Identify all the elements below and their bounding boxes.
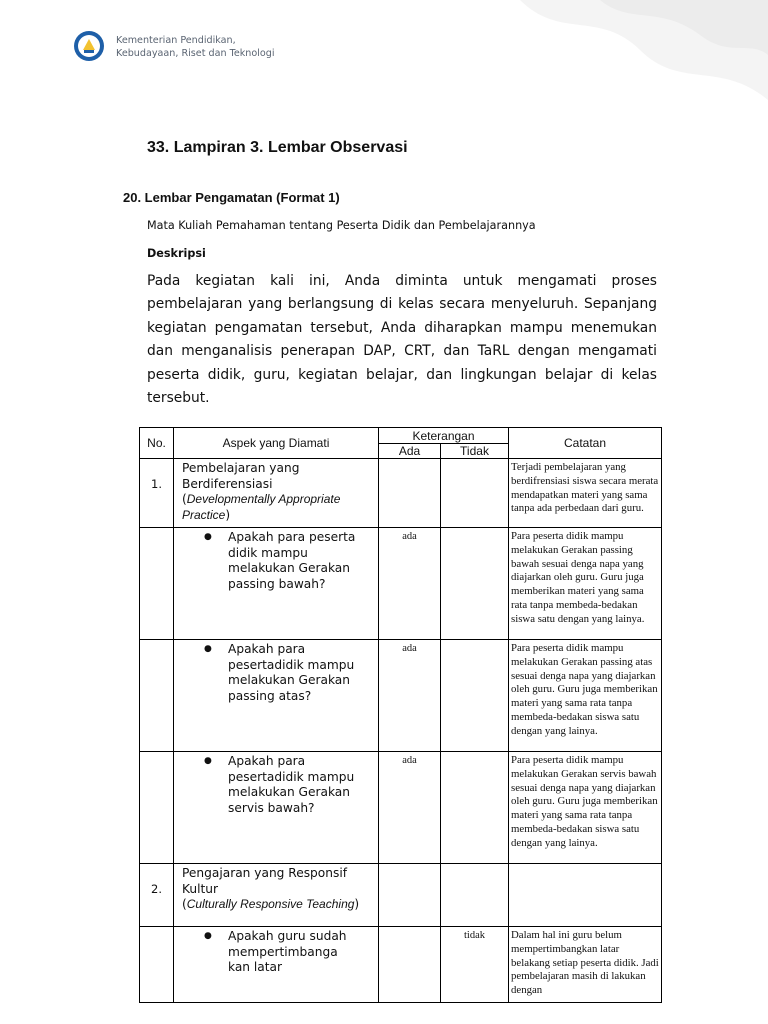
ada-cell <box>379 459 441 528</box>
section-title: 33. Lampiran 3. Lembar Observasi <box>147 139 408 156</box>
row-number <box>140 927 174 1003</box>
aspect-italic: Culturally Responsive Teaching <box>186 897 355 911</box>
note-cell: Para peserta didik mampu melakukan Gerakan passing bawah sesuai denga napa yang diajarkan oleh guru. Guru juga memberikan materi yang sama rata tanpa membeda-bedakan siswa satu dengan yang lainya. <box>509 528 662 640</box>
ada-cell <box>379 927 441 1003</box>
note-cell <box>509 864 662 927</box>
table-row <box>140 927 662 1003</box>
header-ada: Ada <box>379 444 441 459</box>
question-cell <box>174 528 379 640</box>
header-no: No. <box>140 428 174 459</box>
row-number: 2. <box>140 864 174 927</box>
course-title: Mata Kuliah Pemahaman tentang Peserta Didik dan Pembelajarannya <box>147 219 536 232</box>
row-number <box>140 640 174 752</box>
bullet-icon: ● <box>204 756 212 766</box>
aspect-cell: Pengajaran yang Responsif Kultur (Culturally Responsive Teaching) <box>174 864 379 927</box>
note-cell: Terjadi pembelajaran yang berdifrensiasi siswa secara merata mendapatkan materi yang sama tanpa ada perbedaan dari guru. <box>509 459 662 528</box>
aspect-title: Pembelajaran yang Berdiferensiasi <box>182 461 300 491</box>
tidak-cell <box>441 752 509 864</box>
question-text: Apakah para pesertadidik mampu melakukan Gerakan servis bawah? <box>228 754 355 815</box>
table-row <box>140 640 662 752</box>
table-row <box>140 864 662 927</box>
bullet-icon: ● <box>204 644 212 654</box>
observation-table <box>139 427 662 1003</box>
bullet-icon: ● <box>204 931 212 941</box>
question-cell <box>174 752 379 864</box>
header-catatan: Catatan <box>509 428 662 459</box>
tidak-cell <box>441 528 509 640</box>
ministry-name-line1: Kementerian Pendidikan, <box>116 35 236 46</box>
note-cell: Dalam hal ini guru belum mempertimbangkan latar belakang setiap peserta didik. Jadi pembelajaran masih di lakukan dengan <box>509 927 662 1003</box>
table-header-row <box>140 428 662 444</box>
tidak-cell <box>441 459 509 528</box>
tidak-cell <box>441 864 509 927</box>
row-number <box>140 752 174 864</box>
header-keterangan: Keterangan <box>379 428 509 444</box>
ada-cell: ada <box>379 752 441 864</box>
row-number: 1. <box>140 459 174 528</box>
ada-cell <box>379 864 441 927</box>
question-text: Apakah para pesertadidik mampu melakukan Gerakan passing atas? <box>228 642 355 703</box>
aspect-title: Pengajaran yang Responsif Kultur <box>182 866 348 896</box>
aspect-italic: Developmentally Appropriate Practice <box>182 492 341 522</box>
question-text: Apakah para peserta didik mampu melakukan Gerakan passing bawah? <box>228 530 356 591</box>
header-tidak: Tidak <box>441 444 509 459</box>
table-row <box>140 752 662 864</box>
note-cell: Para peserta didik mampu melakukan Gerakan passing atas sesuai denga napa yang diajarkan oleh guru. Guru juga memberikan materi yang sama rata tanpa membeda-bedakan siswa satu dengan yang lainya. <box>509 640 662 752</box>
tidak-cell: tidak <box>441 927 509 1003</box>
question-cell <box>174 927 379 1003</box>
bullet-icon: ● <box>204 532 212 542</box>
description-paragraph: Pada kegiatan kali ini, Anda diminta untuk mengamati proses pembelajaran yang berlangsung di kelas secara menyeluruh. Sepanjang kegiatan pengamatan tersebut, Anda diharapkan mampu menemukan dan menganalisis penerapan DAP, CRT, dan TaRL dengan mengamati peserta didik, guru, kegiatan belajar, dan lingkungan belajar di kelas tersebut. <box>147 273 657 407</box>
ministry-name <box>116 34 275 60</box>
ministry-logo-icon <box>73 30 105 62</box>
ada-cell: ada <box>379 640 441 752</box>
table-row <box>140 528 662 640</box>
description-label: Deskripsi <box>147 247 206 260</box>
aspect-cell: Pembelajaran yang Berdiferensiasi (Developmentally Appropriate Practice) <box>174 459 379 528</box>
note-cell: Para peserta didik mampu melakukan Gerakan servis bawah sesuai denga napa yang diajarkan oleh guru. Guru juga memberikan materi yang sama rata tanpa membeda-bedakan siswa satu dengan yang lainya. <box>509 752 662 864</box>
question-cell <box>174 640 379 752</box>
ada-cell: ada <box>379 528 441 640</box>
question-text: Apakah guru sudah mempertimbanga kan latar <box>228 929 347 974</box>
header-aspect: Aspek yang Diamati <box>174 428 379 459</box>
subsection-title: 20. Lembar Pengamatan (Format 1) <box>123 190 340 205</box>
header-wave-decoration <box>0 0 768 120</box>
row-number <box>140 528 174 640</box>
table-row <box>140 459 662 528</box>
ministry-name-line2: Kebudayaan, Riset dan Teknologi <box>116 48 275 59</box>
tidak-cell <box>441 640 509 752</box>
